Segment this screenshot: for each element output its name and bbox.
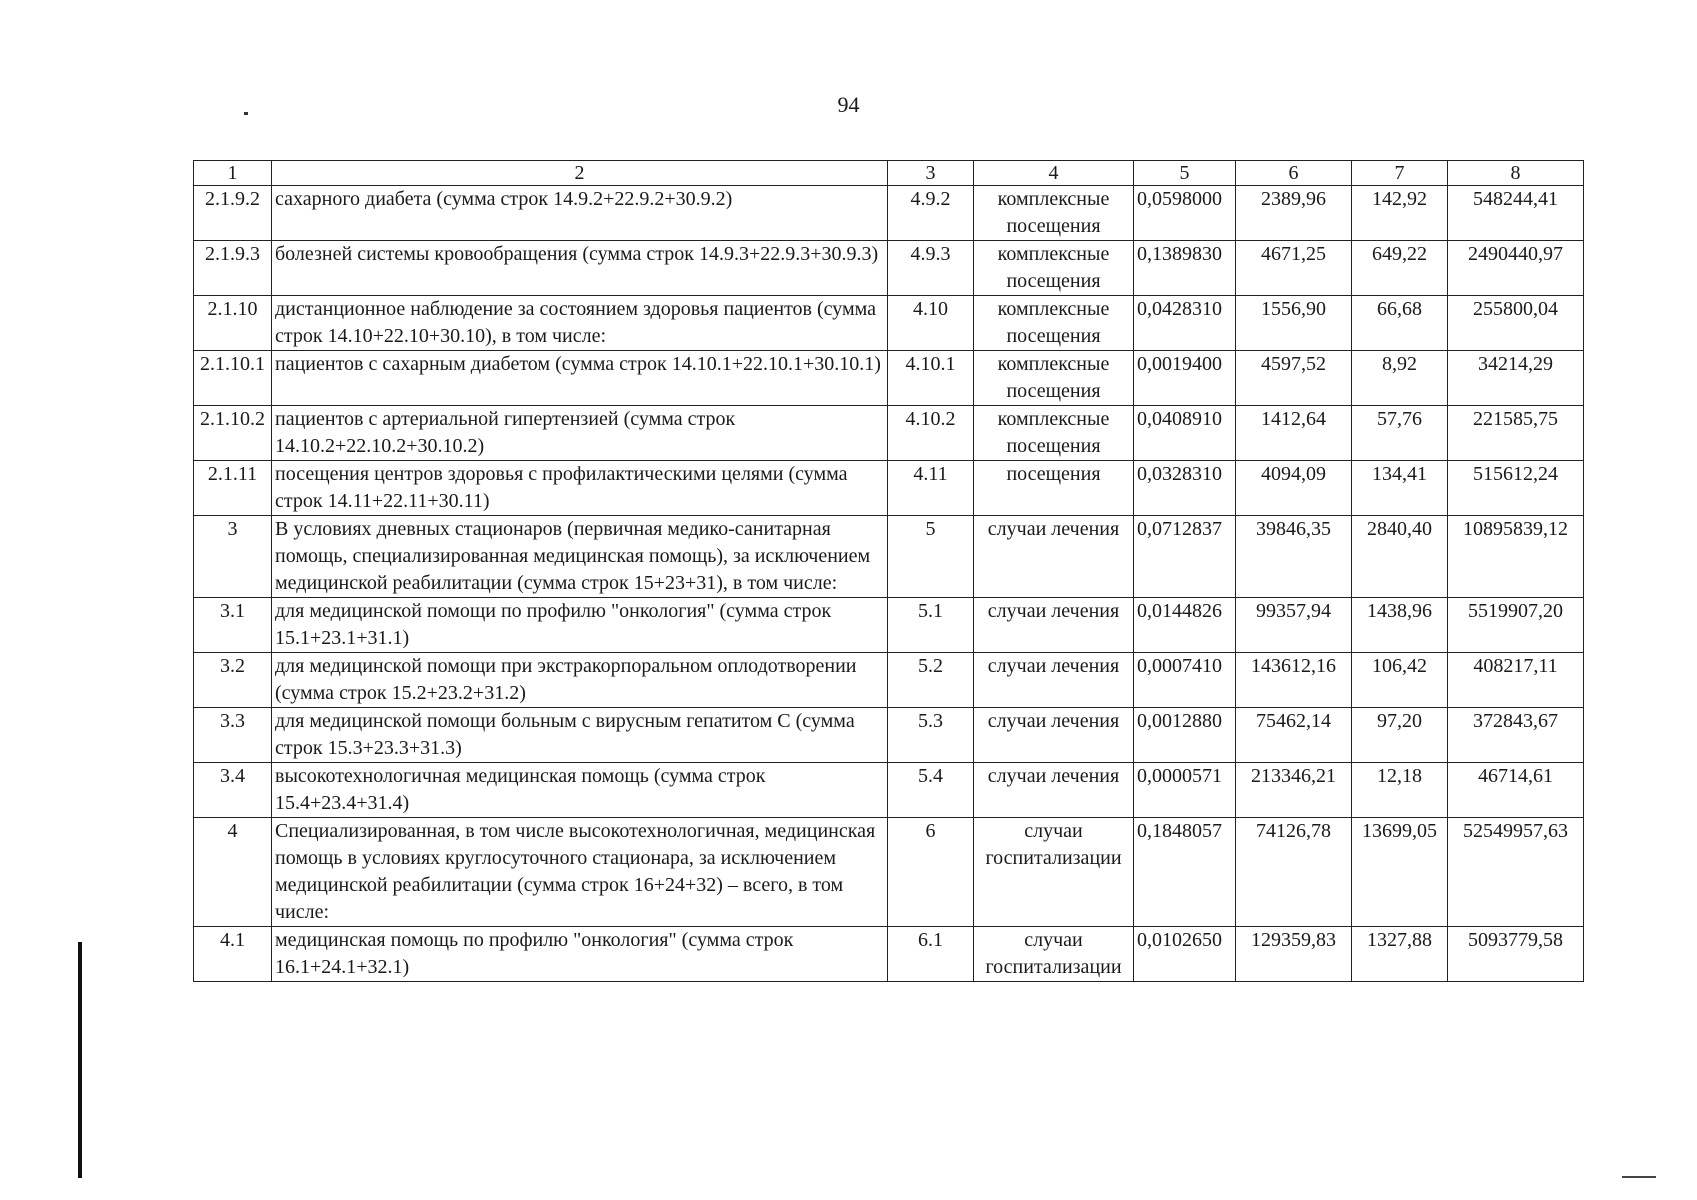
coefficient-cell: 0,0019400 bbox=[1134, 351, 1236, 406]
total-cell: 548244,41 bbox=[1448, 186, 1584, 241]
cost-cell: 4094,09 bbox=[1236, 461, 1352, 516]
table-row bbox=[194, 763, 1584, 818]
table-row bbox=[194, 927, 1584, 982]
cost-cell: 4597,52 bbox=[1236, 351, 1352, 406]
unit-cell: комплексные посещения bbox=[974, 241, 1134, 296]
table-row bbox=[194, 241, 1584, 296]
total-cell: 2490440,97 bbox=[1448, 241, 1584, 296]
column-header: 7 bbox=[1352, 161, 1448, 186]
cost-cell: 1412,64 bbox=[1236, 406, 1352, 461]
cost-cell: 213346,21 bbox=[1236, 763, 1352, 818]
description-cell: дистанционное наблюдение за состоянием здоровья пациентов (сумма строк 14.10+22.10+30.10), в том числе: bbox=[272, 296, 888, 351]
row-number-cell: 2.1.10.2 bbox=[194, 406, 272, 461]
per-capita-cell: 66,68 bbox=[1352, 296, 1448, 351]
coefficient-cell: 0,0408910 bbox=[1134, 406, 1236, 461]
description-cell: пациентов с артериальной гипертензией (сумма строк 14.10.2+22.10.2+30.10.2) bbox=[272, 406, 888, 461]
cost-cell: 2389,96 bbox=[1236, 186, 1352, 241]
table-row bbox=[194, 296, 1584, 351]
per-capita-cell: 142,92 bbox=[1352, 186, 1448, 241]
coefficient-cell: 0,0000571 bbox=[1134, 763, 1236, 818]
coefficient-cell: 0,0712837 bbox=[1134, 516, 1236, 598]
row-number-cell: 3 bbox=[194, 516, 272, 598]
row-number-cell: 3.4 bbox=[194, 763, 272, 818]
total-cell: 52549957,63 bbox=[1448, 818, 1584, 927]
table-row bbox=[194, 186, 1584, 241]
code-cell: 5.2 bbox=[888, 653, 974, 708]
unit-cell: случаи лечения bbox=[974, 763, 1134, 818]
table-row bbox=[194, 351, 1584, 406]
cost-cell: 4671,25 bbox=[1236, 241, 1352, 296]
total-cell: 408217,11 bbox=[1448, 653, 1584, 708]
cost-cell: 143612,16 bbox=[1236, 653, 1352, 708]
row-number-cell: 2.1.9.3 bbox=[194, 241, 272, 296]
code-cell: 5 bbox=[888, 516, 974, 598]
coefficient-cell: 0,0328310 bbox=[1134, 461, 1236, 516]
description-cell: В условиях дневных стационаров (первичная медико-санитарная помощь, специализированная медицинская помощь), за исключением медицинской реабилитации (сумма строк 15+23+31), в том числе: bbox=[272, 516, 888, 598]
unit-cell: случаи госпитализации bbox=[974, 818, 1134, 927]
description-cell: болезней системы кровообращения (сумма строк 14.9.3+22.9.3+30.9.3) bbox=[272, 241, 888, 296]
total-cell: 372843,67 bbox=[1448, 708, 1584, 763]
code-cell: 6 bbox=[888, 818, 974, 927]
code-cell: 4.9.3 bbox=[888, 241, 974, 296]
coefficient-cell: 0,0144826 bbox=[1134, 598, 1236, 653]
description-cell: высокотехнологичная медицинская помощь (сумма строк 15.4+23.4+31.4) bbox=[272, 763, 888, 818]
per-capita-cell: 1438,96 bbox=[1352, 598, 1448, 653]
unit-cell: случаи лечения bbox=[974, 598, 1134, 653]
total-cell: 34214,29 bbox=[1448, 351, 1584, 406]
unit-cell: комплексные посещения bbox=[974, 351, 1134, 406]
per-capita-cell: 13699,05 bbox=[1352, 818, 1448, 927]
table-row bbox=[194, 653, 1584, 708]
row-number-cell: 3.3 bbox=[194, 708, 272, 763]
total-cell: 46714,61 bbox=[1448, 763, 1584, 818]
per-capita-cell: 106,42 bbox=[1352, 653, 1448, 708]
total-cell: 255800,04 bbox=[1448, 296, 1584, 351]
coefficient-cell: 0,0428310 bbox=[1134, 296, 1236, 351]
cost-cell: 39846,35 bbox=[1236, 516, 1352, 598]
data-table bbox=[193, 160, 1584, 982]
description-cell: посещения центров здоровья с профилактическими целями (сумма строк 14.11+22.11+30.11) bbox=[272, 461, 888, 516]
total-cell: 5093779,58 bbox=[1448, 927, 1584, 982]
column-number-row bbox=[194, 161, 1584, 186]
column-header: 8 bbox=[1448, 161, 1584, 186]
description-cell: медицинская помощь по профилю "онкология" (сумма строк 16.1+24.1+32.1) bbox=[272, 927, 888, 982]
cost-cell: 75462,14 bbox=[1236, 708, 1352, 763]
description-cell: для медицинской помощи по профилю "онкология" (сумма строк 15.1+23.1+31.1) bbox=[272, 598, 888, 653]
code-cell: 5.3 bbox=[888, 708, 974, 763]
per-capita-cell: 8,92 bbox=[1352, 351, 1448, 406]
table-row bbox=[194, 461, 1584, 516]
column-header: 3 bbox=[888, 161, 974, 186]
description-cell: для медицинской помощи больным с вирусным гепатитом С (сумма строк 15.3+23.3+31.3) bbox=[272, 708, 888, 763]
per-capita-cell: 12,18 bbox=[1352, 763, 1448, 818]
description-cell: Специализированная, в том числе высокотехнологичная, медицинская помощь в условиях круглосуточного стационара, за исключением медицинской реабилитации (сумма строк 16+24+32) – всего, в том числе: bbox=[272, 818, 888, 927]
code-cell: 6.1 bbox=[888, 927, 974, 982]
per-capita-cell: 134,41 bbox=[1352, 461, 1448, 516]
table-row bbox=[194, 598, 1584, 653]
cost-cell: 129359,83 bbox=[1236, 927, 1352, 982]
code-cell: 4.11 bbox=[888, 461, 974, 516]
coefficient-cell: 0,0102650 bbox=[1134, 927, 1236, 982]
scan-artifact-bar bbox=[78, 942, 82, 1178]
unit-cell: случаи госпитализации bbox=[974, 927, 1134, 982]
per-capita-cell: 2840,40 bbox=[1352, 516, 1448, 598]
page-number: 94 bbox=[837, 92, 860, 117]
scan-artifact-line bbox=[1622, 1176, 1656, 1178]
unit-cell: комплексные посещения bbox=[974, 186, 1134, 241]
per-capita-cell: 57,76 bbox=[1352, 406, 1448, 461]
table-body bbox=[194, 186, 1584, 982]
row-number-cell: 2.1.9.2 bbox=[194, 186, 272, 241]
unit-cell: посещения bbox=[974, 461, 1134, 516]
unit-cell: комплексные посещения bbox=[974, 296, 1134, 351]
cost-cell: 74126,78 bbox=[1236, 818, 1352, 927]
code-cell: 4.10.1 bbox=[888, 351, 974, 406]
table-header bbox=[194, 161, 1584, 186]
row-number-cell: 3.2 bbox=[194, 653, 272, 708]
row-number-cell: 4.1 bbox=[194, 927, 272, 982]
unit-cell: комплексные посещения bbox=[974, 406, 1134, 461]
description-cell: сахарного диабета (сумма строк 14.9.2+22.9.2+30.9.2) bbox=[272, 186, 888, 241]
cost-cell: 99357,94 bbox=[1236, 598, 1352, 653]
total-cell: 5519907,20 bbox=[1448, 598, 1584, 653]
unit-cell: случаи лечения bbox=[974, 708, 1134, 763]
column-header: 4 bbox=[974, 161, 1134, 186]
row-number-cell: 2.1.10 bbox=[194, 296, 272, 351]
cost-cell: 1556,90 bbox=[1236, 296, 1352, 351]
code-cell: 4.10.2 bbox=[888, 406, 974, 461]
total-cell: 221585,75 bbox=[1448, 406, 1584, 461]
coefficient-cell: 0,1848057 bbox=[1134, 818, 1236, 927]
row-number-cell: 3.1 bbox=[194, 598, 272, 653]
table-row bbox=[194, 708, 1584, 763]
column-header: 1 bbox=[194, 161, 272, 186]
code-cell: 5.1 bbox=[888, 598, 974, 653]
total-cell: 515612,24 bbox=[1448, 461, 1584, 516]
per-capita-cell: 649,22 bbox=[1352, 241, 1448, 296]
total-cell: 10895839,12 bbox=[1448, 516, 1584, 598]
row-number-cell: 4 bbox=[194, 818, 272, 927]
per-capita-cell: 97,20 bbox=[1352, 708, 1448, 763]
per-capita-cell: 1327,88 bbox=[1352, 927, 1448, 982]
description-cell: для медицинской помощи при экстракорпоральном оплодотворении (сумма строк 15.2+23.2+31.2) bbox=[272, 653, 888, 708]
coefficient-cell: 0,0012880 bbox=[1134, 708, 1236, 763]
coefficient-cell: 0,0007410 bbox=[1134, 653, 1236, 708]
coefficient-cell: 0,1389830 bbox=[1134, 241, 1236, 296]
table-row bbox=[194, 406, 1584, 461]
unit-cell: случаи лечения bbox=[974, 653, 1134, 708]
row-number-cell: 2.1.10.1 bbox=[194, 351, 272, 406]
description-cell: пациентов с сахарным диабетом (сумма строк 14.10.1+22.10.1+30.10.1) bbox=[272, 351, 888, 406]
coefficient-cell: 0,0598000 bbox=[1134, 186, 1236, 241]
column-header: 2 bbox=[272, 161, 888, 186]
table-row bbox=[194, 516, 1584, 598]
row-number-cell: 2.1.11 bbox=[194, 461, 272, 516]
code-cell: 4.9.2 bbox=[888, 186, 974, 241]
code-cell: 4.10 bbox=[888, 296, 974, 351]
code-cell: 5.4 bbox=[888, 763, 974, 818]
unit-cell: случаи лечения bbox=[974, 516, 1134, 598]
column-header: 5 bbox=[1134, 161, 1236, 186]
column-header: 6 bbox=[1236, 161, 1352, 186]
table-row bbox=[194, 818, 1584, 927]
